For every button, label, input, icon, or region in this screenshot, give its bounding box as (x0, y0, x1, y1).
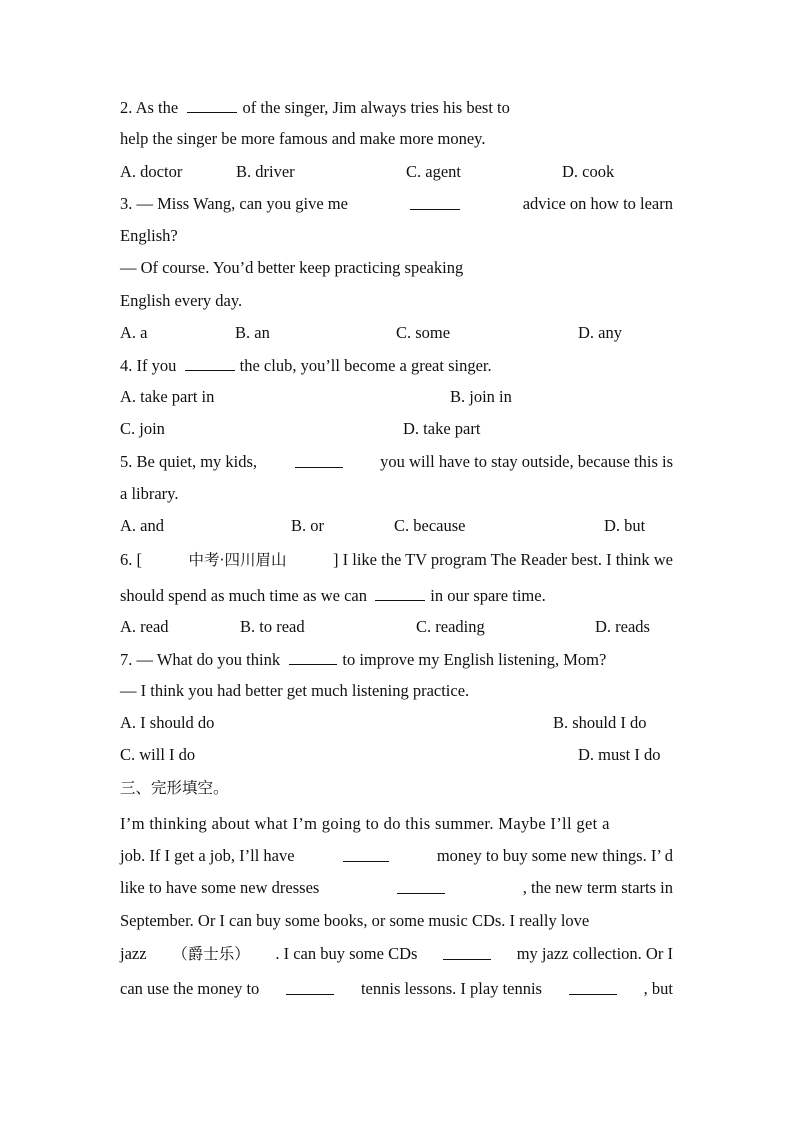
cloze-text-1: I’m thinking about what I’m going to do this summer. Maybe I’ll get a (120, 814, 610, 833)
q5-option-b[interactable]: B. or (291, 516, 324, 535)
cloze-text-6a: can use the money to (120, 979, 260, 998)
q7-text-b: to improve my English listening, Mom? (342, 650, 607, 669)
cloze-text-5b: . I can buy some CDs (275, 944, 418, 963)
q6-text-b: ] I like the TV program The Reader best. I think we (333, 550, 673, 569)
q4-text-b: the club, you’ll become a great singer. (239, 356, 492, 375)
q2-text-a: 2. As the (120, 98, 179, 117)
cloze-blank-5[interactable] (569, 977, 617, 995)
cloze-text-2a: job. If I get a job, I’ll have (120, 846, 295, 865)
cloze-line4 (120, 909, 673, 933)
q6-text-d: in our spare time. (430, 586, 546, 605)
q6-option-c[interactable]: C. reading (416, 617, 485, 636)
q7-line2: — I think you had better get much listening practice. (120, 681, 470, 700)
q5-text-b: you will have to stay outside, because this is (380, 452, 673, 471)
q6-line2 (120, 583, 546, 607)
q5-line2: a library. (120, 484, 179, 503)
section3-heading: 三、完形填空。 (120, 779, 229, 797)
cloze-blank-4[interactable] (286, 977, 334, 995)
q5-blank[interactable] (295, 450, 343, 468)
cloze-text-4: September. Or I can buy some books, or some music CDs. I really love (120, 911, 590, 930)
q6-option-d[interactable]: D. reads (595, 617, 650, 636)
q7-text-a: 7. — What do you think (120, 650, 281, 669)
q5-option-c[interactable]: C. because (394, 516, 466, 535)
q2-option-a[interactable]: A. doctor (120, 162, 183, 181)
cloze-text-6c: , but (643, 979, 673, 998)
cloze-line3 (120, 876, 673, 900)
q6-blank[interactable] (375, 583, 425, 601)
q4-option-d[interactable]: D. take part (403, 419, 481, 438)
q3-text-a: 3. — Miss Wang, can you give me (120, 194, 348, 213)
q3-option-a[interactable]: A. a (120, 323, 148, 342)
q2-option-c[interactable]: C. agent (406, 162, 461, 181)
cloze-blank-3[interactable] (443, 942, 491, 960)
q3-option-b[interactable]: B. an (235, 323, 270, 342)
q7-option-b[interactable]: B. should I do (553, 713, 647, 732)
q2-line2: help the singer be more famous and make more money. (120, 129, 486, 148)
q6-source-tag: 中考·四川眉山 (188, 551, 287, 569)
cloze-line1 (120, 812, 673, 836)
cloze-blank-1[interactable] (343, 844, 389, 862)
cloze-text-3b: , the new term starts in (522, 878, 673, 897)
q3-option-d[interactable]: D. any (578, 323, 622, 342)
q3-option-c[interactable]: C. some (396, 323, 451, 342)
q3-text-b: advice on how to learn (522, 194, 673, 213)
q4-option-b[interactable]: B. join in (450, 387, 512, 406)
q5-text-a: 5. Be quiet, my kids, (120, 452, 258, 471)
q7-option-c[interactable]: C. will I do (120, 745, 196, 764)
q6-text-a: 6. [ (120, 550, 142, 569)
cloze-blank-2[interactable] (397, 876, 445, 894)
q3-line1 (120, 192, 673, 216)
q5-option-a[interactable]: A. and (120, 516, 164, 535)
q4-line1 (120, 353, 492, 377)
q2-option-b[interactable]: B. driver (236, 162, 295, 181)
q7-option-a[interactable]: A. I should do (120, 713, 215, 732)
q6-text-c: should spend as much time as we can (120, 586, 367, 605)
q6-option-b[interactable]: B. to read (240, 617, 305, 636)
q5-line1 (120, 450, 673, 474)
q4-option-a[interactable]: A. take part in (120, 387, 215, 406)
q5-option-d[interactable]: D. but (604, 516, 646, 535)
q6-line1 (120, 548, 673, 572)
q2-text-b: of the singer, Jim always tries his best to (242, 98, 510, 117)
q2-line1 (120, 95, 510, 119)
q4-text-a: 4. If you (120, 356, 177, 375)
cloze-jazz-gloss: （爵士乐） (172, 945, 250, 963)
cloze-text-3a: like to have some new dresses (120, 878, 320, 897)
q3-line4: English every day. (120, 291, 243, 310)
cloze-text-2b: money to buy some new things. I’ d (436, 846, 673, 865)
cloze-text-5c: my jazz collection. Or I (516, 944, 673, 963)
q6-option-a[interactable]: A. read (120, 617, 169, 636)
cloze-line2 (120, 844, 673, 868)
cloze-text-5a: jazz (120, 944, 147, 963)
cloze-line6 (120, 977, 673, 1001)
q7-blank[interactable] (289, 647, 337, 665)
cloze-line5 (120, 942, 673, 966)
q7-option-d[interactable]: D. must I do (578, 745, 661, 764)
q4-blank[interactable] (185, 353, 235, 371)
q3-blank[interactable] (410, 192, 460, 210)
q2-blank[interactable] (187, 95, 237, 113)
cloze-text-6b: tennis lessons. I play tennis (360, 979, 542, 998)
q7-line1 (120, 647, 606, 671)
q4-option-c[interactable]: C. join (120, 419, 165, 438)
q3-line3: — Of course. You’d better keep practicing speaking (120, 258, 464, 277)
q2-option-d[interactable]: D. cook (562, 162, 615, 181)
q3-line2: English? (120, 226, 178, 245)
